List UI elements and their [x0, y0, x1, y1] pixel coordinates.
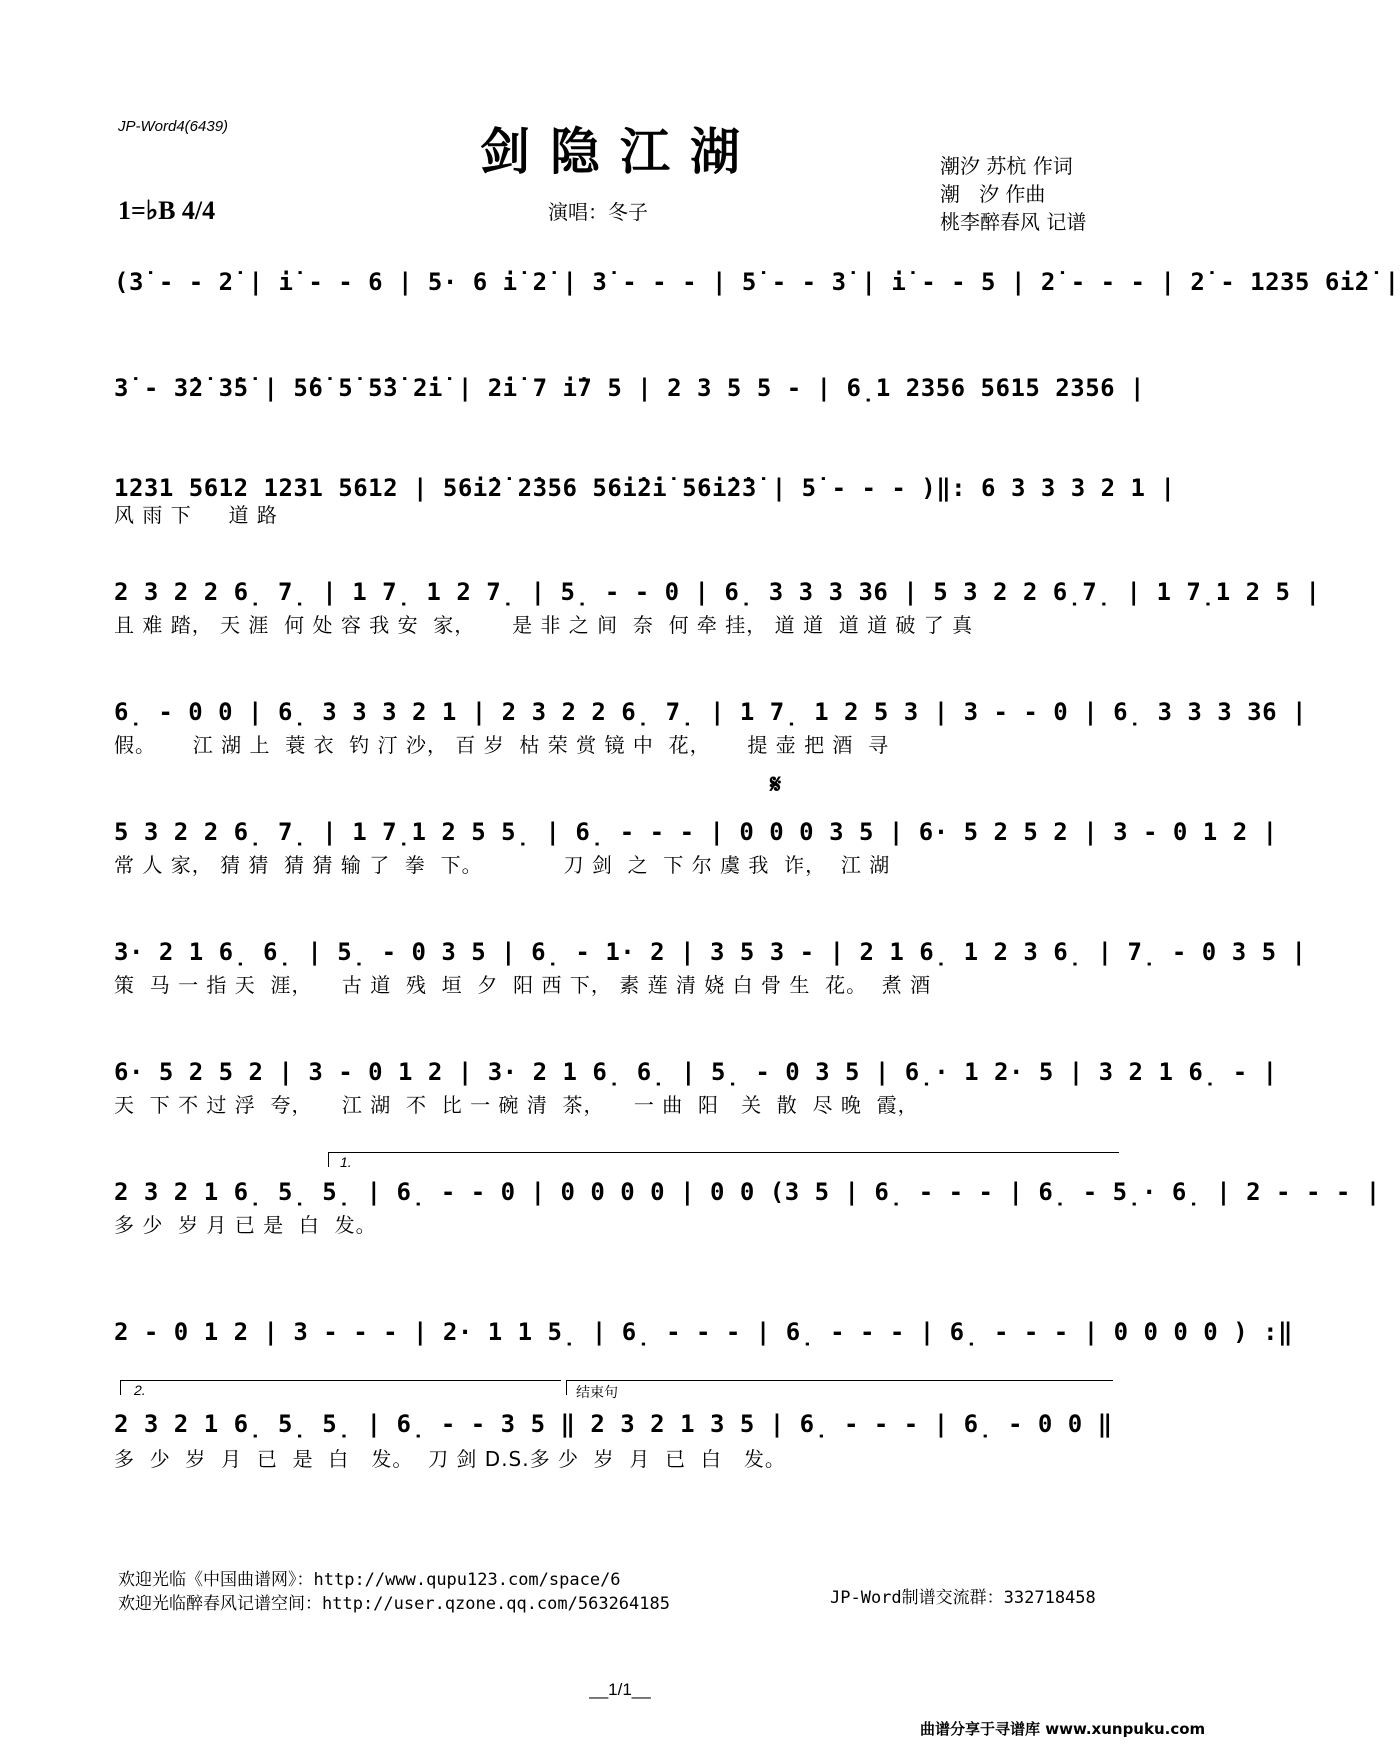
segno-sign: 𝄋 [770, 770, 782, 800]
key-signature: 1=♭B 4/4 [118, 196, 216, 225]
score-line-11-lyrics: 多 少 岁 月 已 是 白 发。 刀 剑 D.S.多 少 岁 月 已 白 发。 [114, 1447, 786, 1471]
score-line-7-lyrics: 策 马 一 指 天 涯， 古 道 残 垣 夕 阳 西 下， 素 莲 清 娆 白 骨 生 花。 煮 酒 [114, 973, 932, 997]
score-line-8-lyrics: 天 下 不 过 浮 夸， 江 湖 不 比 一 碗 清 茶， 一 曲 阳 关 散 尽 晚 霞， [114, 1093, 919, 1117]
score-line-8-notes: 6· 5 2 5 2 | 3 - 0 1 2 | 3· 2 1 6̣ 6̣ | 5̣ - 0 3 5 | 6̣· 1 2· 5 | 3 2 1 6̣ - | [114, 1058, 1278, 1086]
score-line-6-lyrics: 常 人 家， 猜 猜 猜 猜 输 了 拳 下。 刀 剑 之 下 尔 虞 我 诈， 江 湖 [114, 853, 891, 877]
volta-2-bracket [120, 1380, 561, 1395]
footer-links [118, 1568, 670, 1616]
volta-1-bracket [328, 1152, 1119, 1167]
score-line-9-notes: 2 3 2 1 6̣ 5̣ 5̣ | 6̣ - - 0 | 0 0 0 0 | 0 0 (3 5 | 6̣ - - - | 6̣ - 5̣· 6̣ | 2 - - - | [114, 1178, 1381, 1206]
score-line-5-lyrics: 假。 江 湖 上 蓑 衣 钓 汀 沙， 百 岁 枯 荣 赏 镜 中 花， 提 壶 把 酒 寻 [114, 733, 890, 757]
page-number: __1/1__ [589, 1680, 651, 1699]
ending-bracket [566, 1380, 1113, 1395]
software-label: JP-Word4(6439) [118, 118, 229, 135]
score-line-6-notes: 5 3 2 2 6̣ 7̣ | 1 7̣1 2 5 5̣ | 6̣ - - - | 0 0 0 3 5 | 6· 5 2 5 2 | 3 - 0 1 2 | [114, 818, 1278, 846]
footer-link-qupu: 欢迎光临《中国曲谱网》：http://www.qupu123.com/space/6 [118, 1570, 621, 1590]
footer-link-qzone: 欢迎光临醉春风记谱空间：http://user.qzone.qq.com/563264185 [118, 1594, 670, 1614]
score-line-3-notes: 1231 5612 1231 5612 | 56i̇2̇ 2̇356 56i̇2̇i̇ 56i̇2̇3̇ | 5̇ - - - )‖: 6 3 3 3 2 1 | [114, 474, 1176, 502]
score-line-4-notes: 2 3 2 2 6̣ 7̣ | 1 7̣ 1 2 7̣ | 5̣ - - 0 | 6̣ 3 3 3 36 | 5 3 2 2 6̣7̣ | 1 7̣1 2 5 | [114, 578, 1321, 606]
score-line-4-lyrics: 且 难 踏， 天 涯 何 处 容 我 安 家， 是 非 之 间 奈 何 牵 挂， 道 道 道 道 破 了 真 [114, 613, 974, 637]
score-line-9-lyrics: 多 少 岁 月 已 是 白 发。 [114, 1213, 377, 1237]
score-line-2-notes: 3̇ - 3̇2̇ 3̇5̇ | 5̇6̇ 5̇ 5̇3̇ 2̇i̇ | 2̇i̇ 7 i̇7 5 | 2 3 5 5 - | 6̣1 2356 5615 2356 | [114, 374, 1145, 402]
score-line-1-notes: (3̇ - - 2̇ | i̇ - - 6 | 5· 6 i̇ 2̇ | 3̇ - - - | 5̇ - - 3̇ | i̇ - - 5 | 2̇ - - - | 2̇ - 1235 6i̇2̇ | [114, 268, 1400, 296]
credits: 潮汐 苏杭 作词 潮 汐 作曲 桃李醉春风 记谱 [940, 154, 1087, 234]
score-line-7-notes: 3· 2 1 6̣ 6̣ | 5̣ - 0 3 5 | 6̣ - 1· 2 | 3 5 3 - | 2 1 6̣ 1 2 3 6̣ | 7̣ - 0 3 5 | [114, 938, 1307, 966]
song-title: 剑隐江湖 [480, 122, 760, 181]
singer-label: 演唱：冬子 [548, 200, 648, 224]
score-line-10-notes: 2 - 0 1 2 | 3 - - - | 2· 1 1 5̣ | 6̣ - - - | 6̣ - - - | 6̣ - - - | 0 0 0 0 ) :‖ [114, 1318, 1293, 1346]
volta-2-label: 2. [134, 1382, 146, 1398]
score-line-3-lyrics: 风 雨 下 道 路 [114, 503, 278, 527]
volta-1-label: 1. [340, 1154, 352, 1170]
score-line-5-notes: 6̣ - 0 0 | 6̣ 3 3 3 2 1 | 2 3 2 2 6̣ 7̣ | 1 7̣ 1 2 5 3 | 3 - - 0 | 6̣ 3 3 3 36 | [114, 698, 1307, 726]
ending-label: 结束句 [576, 1385, 618, 1401]
watermark: 曲谱分享于寻谱库 www.xunpuku.com [920, 1720, 1206, 1738]
footer-group: JP-Word制谱交流群：332718458 [830, 1588, 1096, 1608]
score-line-11-notes: 2 3 2 1 6̣ 5̣ 5̣ | 6̣ - - 3 5 ‖ 2 3 2 1 3 5 | 6̣ - - - | 6̣ - 0 0 ‖ [114, 1410, 1113, 1438]
